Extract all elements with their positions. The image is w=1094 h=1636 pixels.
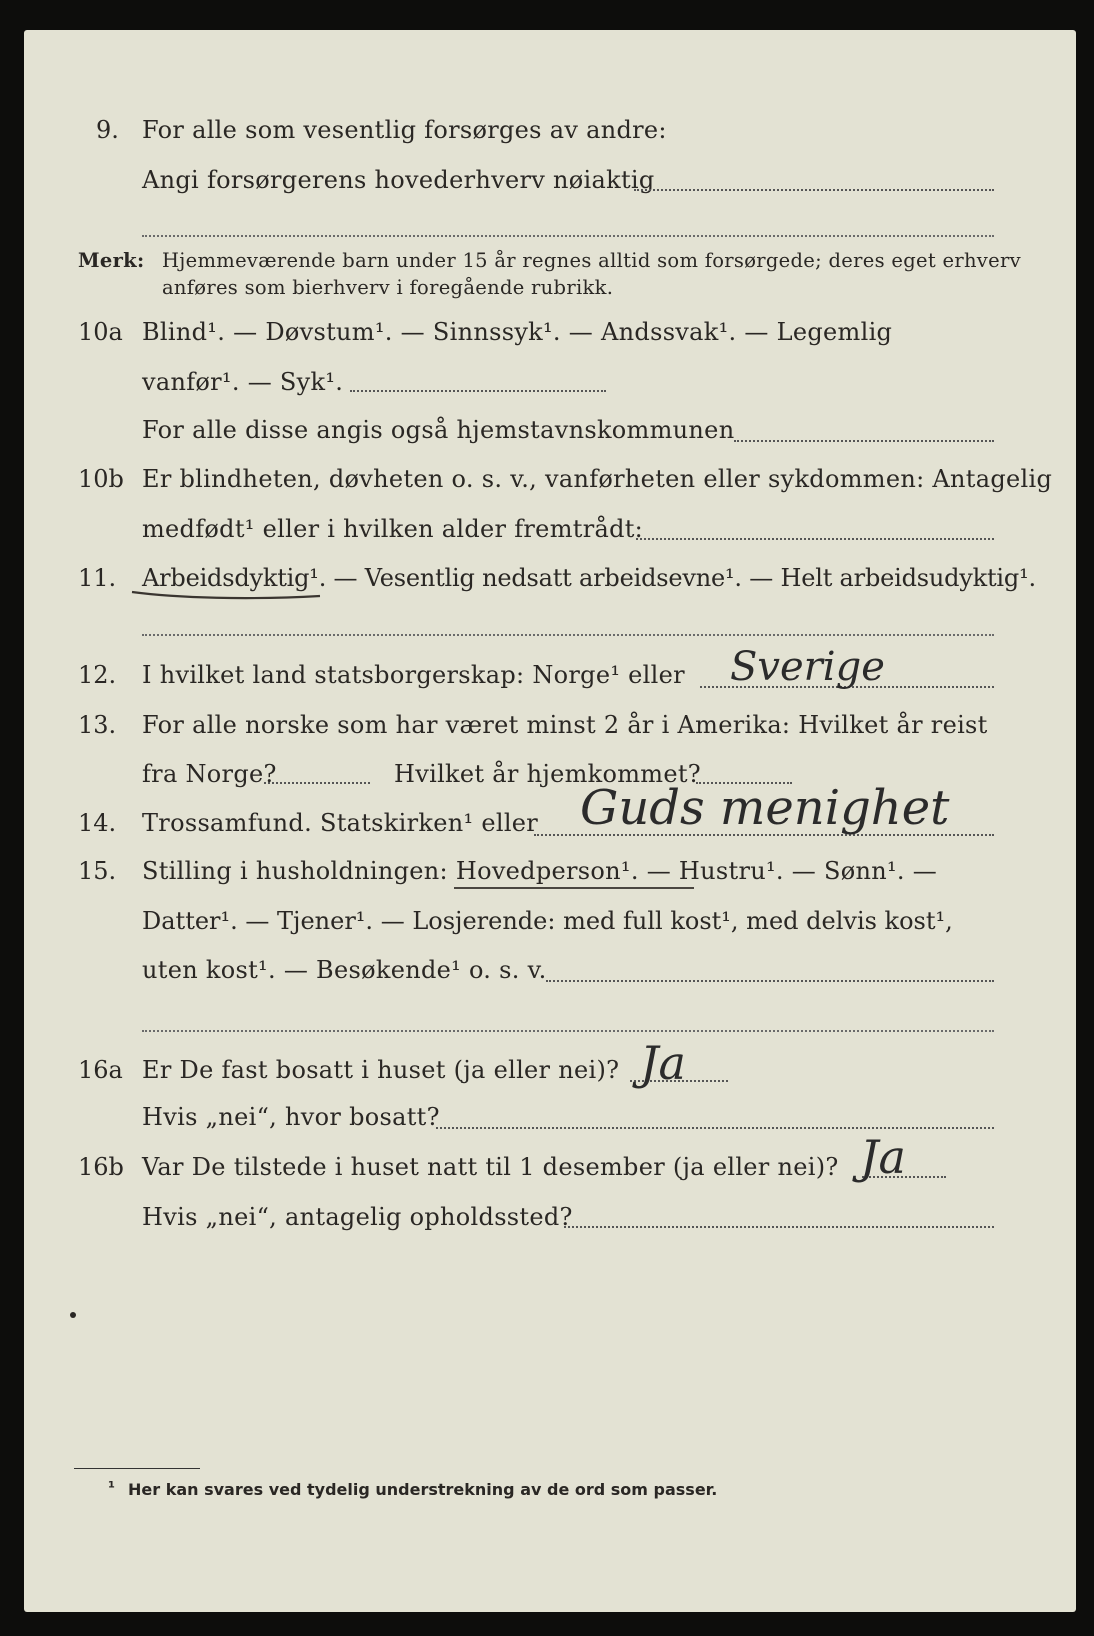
q16a-number: 16a [78,1056,123,1084]
q13-line1: For alle norske som har været minst 2 år i Amerika: Hvilket år reist [142,711,988,739]
q9-answer-line[interactable] [634,189,994,191]
ink-dot [70,1312,76,1318]
q10a-number: 10a [78,318,123,346]
q10b-line2: medfødt¹ eller i hvilken alder fremtrådt: [142,515,644,543]
q14-handwritten-answer: Guds menighet [580,780,950,836]
q14-number: 14. [78,809,117,837]
q15-extra-line[interactable] [142,1030,994,1032]
q15-line1: Stilling i husholdningen: Hovedperson¹. — Hustru¹. — Sønn¹. — [142,857,938,885]
q15-line3: uten kost¹. — Besøkende¹ o. s. v. [142,956,547,984]
q10a-line2: vanfør¹. — Syk¹. [142,368,344,396]
q13-number: 13. [78,711,117,739]
merk-label: Merk: [78,249,145,272]
q9-line2: Angi forsørgerens hovederhverv nøiaktig [142,166,655,194]
q10a-kommune-line[interactable] [734,440,994,442]
q11-line1: Arbeidsdyktig¹. — Vesentlig nedsatt arbeidsevne¹. — Helt arbeidsudyktig¹. [142,564,1036,592]
q16a-line2: Hvis „nei“, hvor bosatt? [142,1103,440,1131]
q10b-number: 10b [78,465,124,493]
merk-line2: anføres som bierhverv i foregående rubrikk. [162,276,614,299]
q9-line1: For alle som vesentlig forsørges av andre: [142,116,667,144]
q16a-line1: Er De fast bosatt i huset (ja eller nei)? [142,1056,620,1084]
q16a-handwritten-answer: Ja [640,1036,686,1090]
q13-line2b: Hvilket år hjemkommet? [394,760,701,788]
q12-number: 12. [78,661,117,689]
footnote-text: Her kan svares ved tydelig understrekning av de ord som passer. [128,1480,718,1499]
q15-line2: Datter¹. — Tjener¹. — Losjerende: med full kost¹, med delvis kost¹, [142,907,953,935]
footnote-mark: ¹ [108,1478,116,1497]
q10b-answer-line[interactable] [636,538,994,540]
q10a-syk-line[interactable] [350,390,606,392]
q15-hovedperson-underline [454,887,694,889]
q13-reist-line[interactable] [264,782,370,784]
q13-line2a: fra Norge? [142,760,277,788]
q15-answer-line[interactable] [546,980,994,982]
q15-number: 15. [78,857,117,885]
q9-number: 9. [96,116,119,144]
q16b-line1: Var De tilstede i huset natt til 1 desember (ja eller nei)? [142,1153,839,1181]
q16b-opholdssted-line[interactable] [564,1226,994,1228]
q16b-line2: Hvis „nei“, antagelig opholdssted? [142,1203,573,1231]
q10b-line1: Er blindheten, døvheten o. s. v., vanførheten eller sykdommen: Antagelig [142,465,1053,493]
q16a-bosatt-line[interactable] [436,1127,994,1129]
q12-handwritten-answer: Sverige [730,644,885,690]
q10a-line1: Blind¹. — Døvstum¹. — Sinnssyk¹. — Andssvak¹. — Legemlig [142,318,893,346]
census-form-page [24,30,1076,1612]
q14-line1: Trossamfund. Statskirken¹ eller [142,809,539,837]
q9-extra-line[interactable] [142,235,994,237]
q11-handwritten-underline [128,586,328,602]
q10a-line3: For alle disse angis også hjemstavnskommunen [142,416,735,444]
q11-extra-line[interactable] [142,634,994,636]
q16b-handwritten-answer: Ja [860,1130,906,1184]
q11-number: 11. [78,564,117,592]
footnote-separator [74,1468,200,1469]
merk-line1: Hjemmeværende barn under 15 år regnes alltid som forsørgede; deres eget erhverv [162,249,1021,272]
q16b-number: 16b [78,1153,124,1181]
q12-line1: I hvilket land statsborgerskap: Norge¹ eller [142,661,685,689]
